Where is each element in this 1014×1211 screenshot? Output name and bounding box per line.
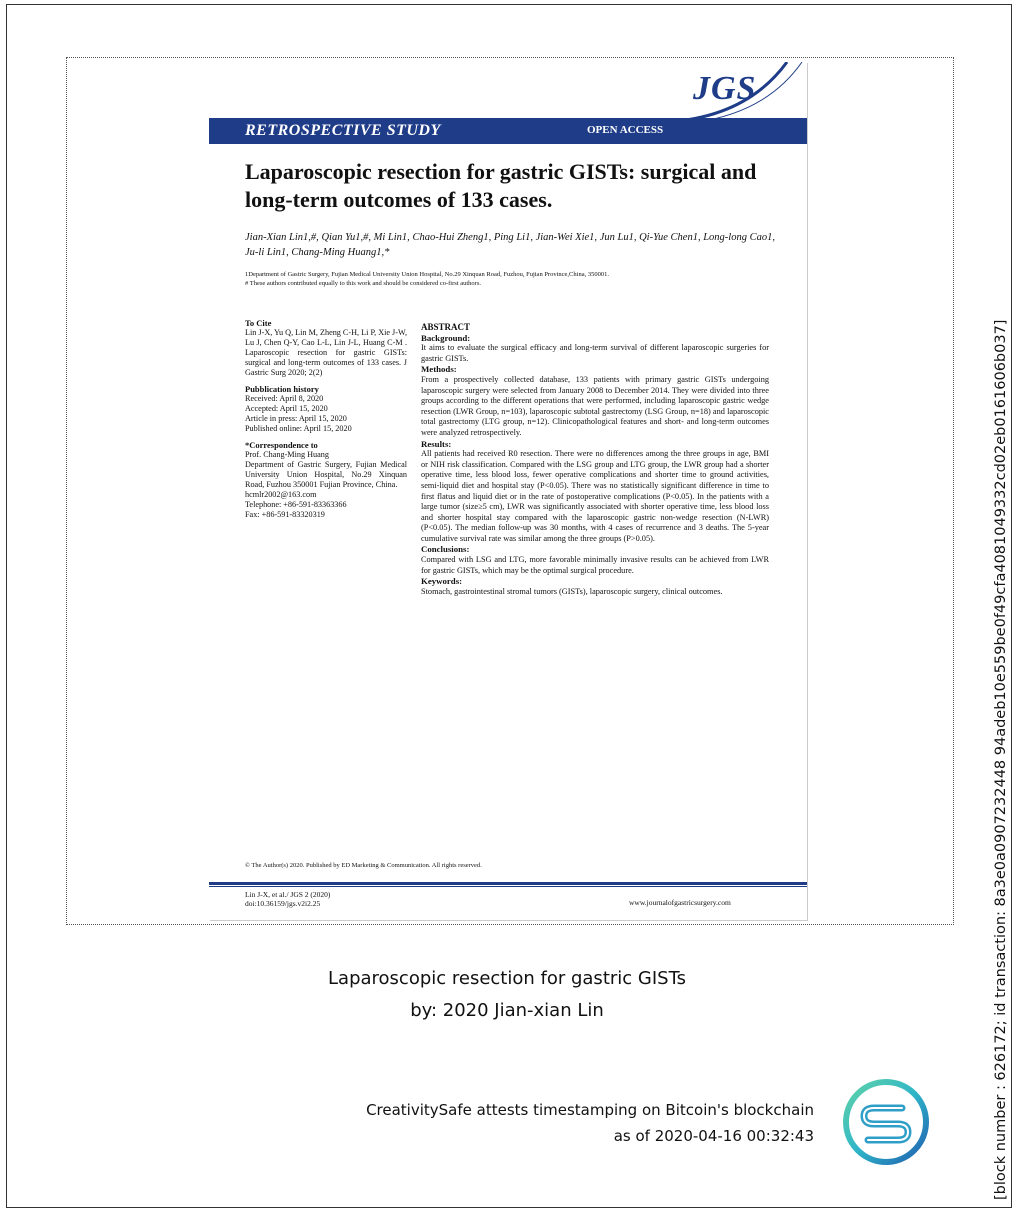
history-heading: Pubblication history xyxy=(245,384,319,394)
background-text: It aims to evaluate the surgical efficacy and long-term survival of different laparoscopic surgeries for gastric GISTs. xyxy=(421,343,769,363)
history-accepted: Accepted: April 15, 2020 xyxy=(245,404,328,413)
affiliation-2: # These authors contributed equally to this work and should be considered co-first authors. xyxy=(245,280,481,287)
author-list: Jian-Xian Lin1,#, Qian Yu1,#, Mi Lin1, Chao-Hui Zheng1, Ping Li1, Jian-Wei Xie1, Jun Lu1, Qi-Yue Chen1, Long-long Cao1, Ju-li Lin1, Chang-Ming Huang1,* xyxy=(245,232,775,258)
to-cite-heading: To Cite xyxy=(245,318,272,328)
correspondence-address: Department of Gastric Surgery, Fujian Medical University Union Hospital, No.29 Xinquan Road, Fuzhou 350001 Fujian Province, China. xyxy=(245,460,407,489)
methods-heading: Methods: xyxy=(421,364,457,375)
keywords-text: Stomach, gastrointestinal stromal tumors (GISTs), laparoscopic surgery, clinical outcomes. xyxy=(421,586,723,596)
abstract-heading: ABSTRACT xyxy=(421,322,471,332)
creativitysafe-logo-icon xyxy=(842,1078,930,1166)
study-type: RETROSPECTIVE STUDY xyxy=(245,122,441,139)
footer-rule xyxy=(209,882,807,885)
footer-doi: doi:10.36159/jgs.v2i2.25 xyxy=(245,899,321,908)
journal-logo: JGS xyxy=(693,70,757,107)
affiliations xyxy=(245,270,775,288)
header-bar xyxy=(209,118,807,144)
abstract xyxy=(421,322,769,597)
attestation-line-1: CreativitySafe attests timestamping on Bitcoin's blockchain xyxy=(366,1101,814,1119)
open-access-label: OPEN ACCESS xyxy=(587,124,664,136)
conclusions-text: Compared with LSG and LTG, more favorable minimally invasive results can be achieved from LWR for gastric GISTs, which may be the optimal surgical procedure. xyxy=(421,555,769,575)
affiliation-1: 1Department of Gastric Surgery, Fujian Medical University Union Hospital, No.29 Xinquan Road, Fuzhou, Fujian Province,China, 350001. xyxy=(245,271,609,278)
conclusions-heading: Conclusions: xyxy=(421,544,470,555)
history-in-press: Article in press: April 15, 2020 xyxy=(245,414,347,423)
results-text: All patients had received R0 resection. There were no differences among the three groups in age, BMI or NIH risk classification. Compared with the LSG group and LTG group, the LWR group had a shorter operative time, less blood loss, fewer operative complications and shorter time to ground activities, semi-liquid diet and hospital stay (P<0.05). There was no statistically significant difference in time to first flatus and liquid diet or in the rate of postoperative complications (P<0.05). In the patients with a large tumor (size≥5 cm), LWR was significantly associated with shorter operative time, less blood loss and shorter hospital stay compared with the laparoscopic gastric non-wedge resection (N-LWR) (P<0.05). The median follow-up was 30 months, with 4 cases of recurrence and 3 deaths. The 5-year cumulative survival rate was similar among the three groups (P>0.05). xyxy=(421,449,769,543)
blockchain-transaction-id: [block number : 626172; id transaction: 8a3e0a0907232448 94adeb10e559be0f49cfa4081049332cd02eb0161606b037] xyxy=(993,319,1009,1200)
paper-page xyxy=(209,62,807,920)
caption-byline: by: 2020 Jian-xian Lin xyxy=(410,1000,604,1021)
copyright-notice: © The Author(s) 2020. Published by ED Marketing & Communication. All rights reserved. xyxy=(245,862,482,869)
caption-title: Laparoscopic resection for gastric GISTs xyxy=(328,968,686,989)
correspondence-email: hcmlr2002@163.com xyxy=(245,490,317,499)
correspondence-fax: Fax: +86-591-83320319 xyxy=(245,510,325,519)
correspondence-name: Prof. Chang-Ming Huang xyxy=(245,450,329,459)
article-title: Laparoscopic resection for gastric GISTs: surgical and long-term outcomes of 133 cases. xyxy=(245,159,757,212)
to-cite-text: Lin J-X, Yu Q, Lin M, Zheng C-H, Li P, Xie J-W, Lu J, Chen Q-Y, Cao L-L, Lin J-L, Huang C-M . Laparoscopic resection for gastric GISTs: surgical and long-term outcomes of 133 cases. J Gastric Surg 2020; 2(2) xyxy=(245,328,407,377)
history-published: Published online: April 15, 2020 xyxy=(245,424,352,433)
footer-rule-thin xyxy=(209,886,807,887)
methods-text: From a prospectively collected database, 133 patients with primary gastric GISTs undergoing laparoscopic surgery were selected from January 2008 to December 2014. They were divided into three groups according to the different operations that were performed, including laparoscopic gastric wedge resection (LWR Group, n=103), laparoscopic subtotal gastrectomy (LSG Group, n=18) and laparoscopic total gastrectomy (LTG group, n=12). Clinicopathological features and short- and long-term outcomes were analyzed retrospectively. xyxy=(421,374,769,437)
footer-url: www.journalofgastricsurgery.com xyxy=(629,898,731,907)
correspondence-heading: *Correspondence to xyxy=(245,440,318,450)
sidebar-info xyxy=(245,318,407,520)
background-heading: Background: xyxy=(421,332,471,343)
footer-citation-text: Lin J-X, et al./ JGS 2 (2020) xyxy=(245,890,331,899)
attestation-line-2: as of 2020-04-16 00:32:43 xyxy=(613,1127,814,1145)
results-heading: Results: xyxy=(421,438,452,449)
footer-citation xyxy=(245,890,330,908)
keywords-heading: Keywords: xyxy=(421,576,463,587)
correspondence-telephone: Telephone: +86-591-83363366 xyxy=(245,500,347,509)
history-received: Received: April 8, 2020 xyxy=(245,394,324,403)
